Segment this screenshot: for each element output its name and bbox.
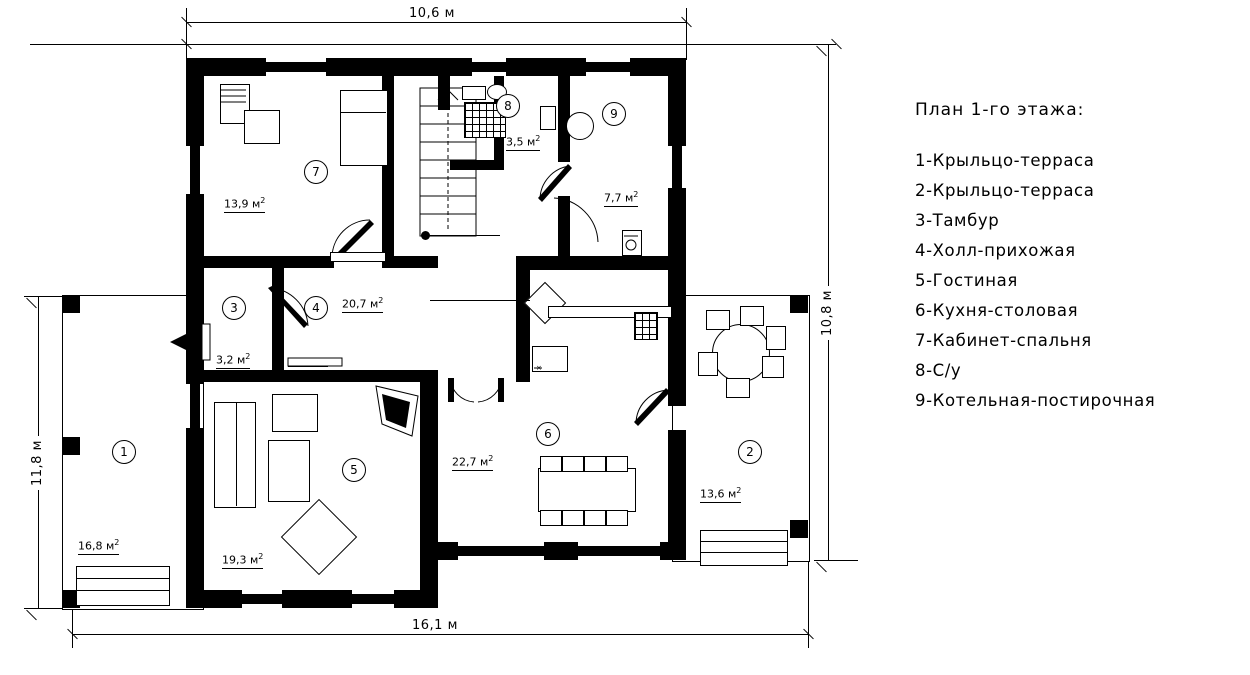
room-number-3: 3 (222, 296, 246, 320)
dining-table (538, 468, 636, 512)
window-bottom (242, 594, 282, 604)
terrace-column (62, 437, 80, 455)
exterior-wall-bottom (186, 590, 242, 608)
dimension-line-bottom (72, 634, 808, 635)
room-number-5: 5 (342, 458, 366, 482)
room-area-9: 7,7 $м^2$ (604, 190, 639, 205)
dimension-extension (814, 560, 858, 561)
room-number-8: 8 (496, 94, 520, 118)
legend-item: 7-Кабинет-спальня (915, 331, 1092, 350)
chair (584, 510, 606, 526)
dimension-label-right: 10,8 м (820, 286, 835, 340)
dimension-extension (808, 560, 809, 648)
interior-wall (382, 256, 438, 268)
door-boiler (552, 196, 852, 346)
interior-wall (424, 370, 438, 382)
sofa (214, 402, 256, 508)
toilet (462, 86, 486, 100)
counter-edge (430, 300, 530, 301)
exterior-wall-left (186, 428, 204, 590)
legend-item: 1-Крыльцо-терраса (915, 151, 1095, 170)
legend-item: 2-Крыльцо-терраса (915, 181, 1095, 200)
chair (698, 352, 718, 376)
exterior-wall-left (186, 194, 204, 266)
room-area-3: 3,2 $м^2$ (216, 352, 251, 367)
terrace-step (700, 552, 788, 566)
double-door-kitchen (446, 376, 506, 404)
room-area-1: 16,8 $м^2$ (78, 538, 120, 553)
sliding-door-living (288, 352, 344, 372)
exterior-wall-top (506, 58, 586, 76)
chair (726, 378, 750, 398)
dimension-line-top (186, 22, 686, 23)
exterior-wall-bottom (544, 542, 578, 560)
chair (762, 356, 784, 378)
bed (340, 90, 388, 166)
exterior-wall-top (326, 58, 472, 76)
entrance-door-tambour (166, 324, 212, 364)
dimension-tick (816, 46, 827, 57)
armchair (244, 110, 280, 144)
dimension-label-left: 11,8 м (30, 436, 45, 490)
chair (540, 456, 562, 472)
dimension-tick (26, 610, 37, 621)
opening-room7 (330, 252, 386, 262)
legend-item: 6-Кухня-столовая (915, 301, 1079, 320)
room-area-6: 22,7 $м^2$ (452, 454, 494, 469)
window-right (672, 146, 682, 188)
coffee-table (268, 440, 310, 502)
room-number-4: 4 (304, 296, 328, 320)
room-area-5: 19,3 $м^2$ (222, 552, 264, 567)
terrace-column (62, 295, 80, 313)
exterior-wall-left (186, 58, 204, 146)
interior-wall (204, 256, 334, 268)
fireplace (372, 384, 422, 448)
sofa-back (236, 402, 237, 506)
water-heater (540, 106, 556, 130)
exterior-wall-right (668, 430, 686, 560)
window-top (472, 62, 506, 72)
window-bottom (458, 546, 544, 556)
window-bottom (352, 594, 394, 604)
legend-item: 8-С/у (915, 361, 962, 380)
chair (562, 510, 584, 526)
room-number-7: 7 (304, 160, 328, 184)
dimension-tick (816, 562, 827, 573)
legend-item: 4-Холл-прихожая (915, 241, 1076, 260)
terrace-step (76, 590, 170, 606)
stair-guide (430, 235, 500, 236)
exterior-wall-bottom (660, 542, 686, 560)
dimension-extension (186, 8, 187, 60)
room-number-2: 2 (738, 440, 762, 464)
chair (562, 456, 584, 472)
dimension-line-top-outer (30, 44, 836, 45)
dimension-extension (686, 8, 687, 60)
chair (540, 510, 562, 526)
dimension-label-bottom: 16,1 м (408, 618, 462, 633)
room-area-7: 13,9 $м^2$ (224, 196, 266, 211)
svg-text:×: × (536, 364, 542, 372)
side-table (281, 499, 357, 575)
room-area-2: 13,6 $м^2$ (700, 486, 742, 501)
interior-wall (420, 382, 438, 542)
window-top (586, 62, 630, 72)
room-number-9: 9 (602, 102, 626, 126)
boiler-unit (566, 112, 594, 140)
terrace-door-right (630, 386, 672, 430)
legend-title: План 1-го этажа: (915, 100, 1085, 120)
exterior-wall-right (668, 58, 686, 146)
legend-item: 3-Тамбур (915, 211, 1000, 230)
dimension-label-top: 10,6 м (405, 6, 459, 21)
armchair (272, 394, 318, 432)
room-area-4: 20,7 $м^2$ (342, 296, 384, 311)
window-left (190, 146, 200, 194)
exterior-wall-bottom (282, 590, 352, 608)
room-number-1: 1 (112, 440, 136, 464)
chair (606, 510, 628, 526)
chair (606, 456, 628, 472)
exterior-wall-right-lower (420, 542, 438, 608)
legend-item: 9-Котельная-постирочная (915, 391, 1156, 410)
legend-list (915, 146, 1245, 416)
legend (915, 100, 1245, 416)
window-bottom (578, 546, 660, 556)
stair-newel (421, 231, 430, 240)
room-area-8: 3,5 $м^2$ (506, 134, 541, 149)
bed-pillow-line (340, 112, 386, 113)
window-top (266, 62, 326, 72)
chair (584, 456, 606, 472)
dimension-tick (26, 298, 37, 309)
window-left (190, 384, 200, 428)
legend-item: 5-Гостиная (915, 271, 1018, 290)
dimension-extension (72, 608, 73, 648)
room-number-6: 6 (536, 422, 560, 446)
terrace-column (790, 520, 808, 538)
